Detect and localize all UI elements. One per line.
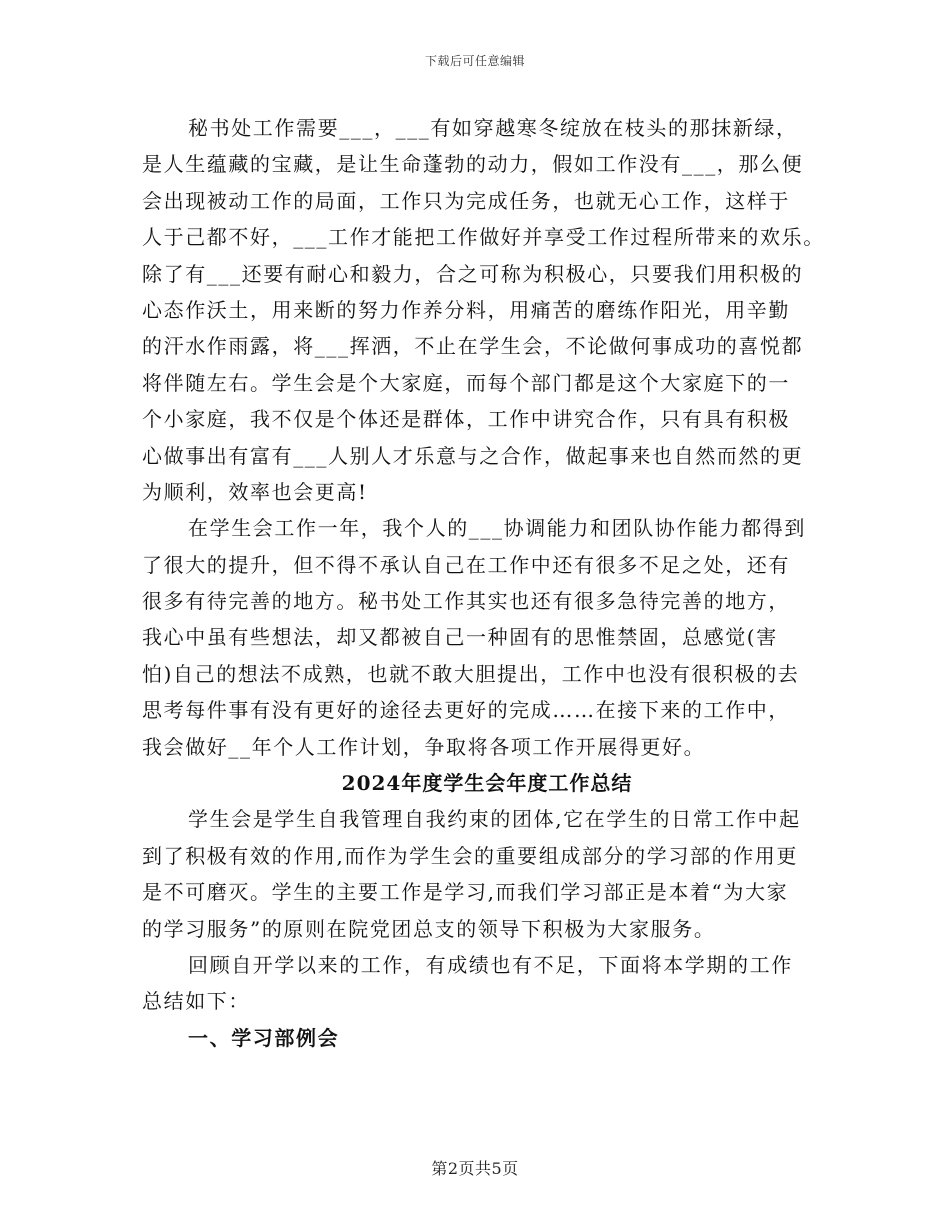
paragraph-line: 在学生会工作一年，我个人的___协调能力和团队协作能力都得到 [188, 516, 806, 541]
page-header: 下载后可任意编辑 [424, 54, 525, 68]
paragraph-line: 个小家庭，我不仅是个体还是群体，工作中讲究合作，只有具有积极 [142, 407, 790, 432]
paragraph-line: 除了有___还要有耐心和毅力，合之可称为积极心，只要我们用积极的 [142, 261, 804, 286]
paragraph-line: 很多有待完善的地方。秘书处工作其实也还有很多急待完善的地方， [142, 589, 790, 614]
paragraph-line: 回顾自开学以来的工作，有成绩也有不足，下面将本学期的工作 [188, 952, 793, 977]
paragraph-line: 为顺利，效率也会更高! [142, 479, 368, 504]
paragraph-line: 将伴随左右。学生会是个大家庭，而每个部门都是这个大家庭下的一 [142, 370, 790, 395]
section-title: 2024年度学生会年度工作总结 [341, 771, 633, 796]
paragraph-line: 我心中虽有些想法，却又都被自己一种固有的思惟禁固，总感觉(害 [142, 625, 778, 650]
document-body [142, 110, 825, 1056]
paragraph-line: 的汗水作雨露，将___挥洒，不止在学生会，不论做何事成功的喜悦都 [142, 334, 804, 359]
paragraph-line: 到了积极有效的作用,而作为学生会的重要组成部分的学习部的作用更 [142, 843, 798, 868]
paragraph-line: 总结如下： [142, 989, 250, 1014]
paragraph-line: 了很大的提升，但不得不承认自己在工作中还有很多不足之处，还有 [142, 552, 790, 577]
paragraph-line: 会出现被动工作的局面，工作只为完成任务，也就无心工作，这样于 [142, 188, 790, 213]
subsection-heading: 一、学习部例会 [188, 1025, 340, 1050]
paragraph-line: 的学习服务”的原则在院党团总支的领导下积极为大家服务。 [142, 916, 716, 941]
paragraph-line: 人于己都不好，___工作才能把工作做好并享受工作过程所带来的欢乐。 [142, 225, 825, 250]
paragraph-line: 心做事出有富有___人别人才乐意与之合作，做起事来也自然而然的更 [142, 443, 804, 468]
paragraph-line: 思考每件事有没有更好的途径去更好的完成……在接下来的工作中， [142, 698, 790, 723]
paragraph-line: 怕)自己的想法不成熟，也就不敢大胆提出，工作中也没有很积极的去 [142, 661, 800, 686]
paragraph-line: 心态作沃土，用来断的努力作养分料，用痛苦的磨练作阳光，用辛勤 [142, 297, 790, 322]
paragraph-line: 秘书处工作需要___，___有如穿越寒冬绽放在枝头的那抹新绿， [188, 116, 798, 140]
paragraph-line: 学生会是学生自我管理自我约束的团体,它在学生的日常工作中起 [188, 807, 801, 832]
paragraph-line: 我会做好__年个人工作计划，争取将各项工作开展得更好。 [142, 734, 706, 759]
page-footer: 第2页共5页 [431, 1159, 519, 1178]
paragraph-line: 是人生蕴藏的宝藏，是让生命蓬勃的动力，假如工作没有___，那么便 [142, 152, 804, 177]
paragraph-line: 是不可磨灭。学生的主要工作是学习,而我们学习部正是本着“为大家 [142, 880, 789, 905]
